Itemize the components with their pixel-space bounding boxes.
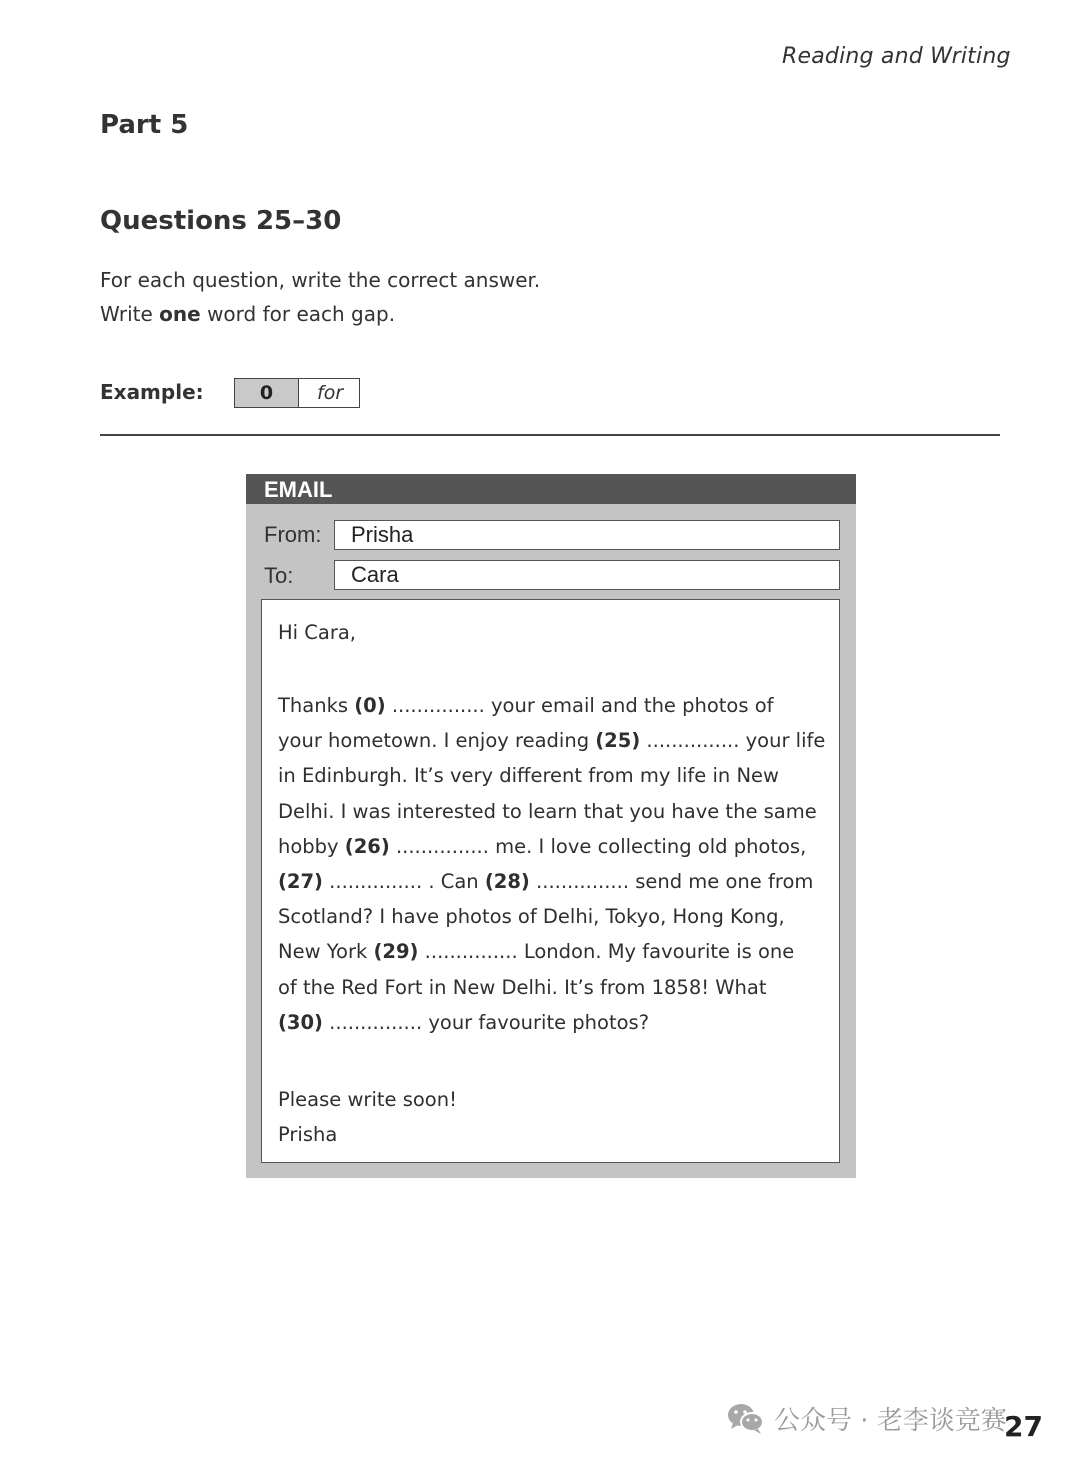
email-text: ............... your favourite photos? — [322, 1010, 650, 1034]
instruction-line-1: For each question, write the correct answer. — [100, 268, 541, 292]
divider — [100, 434, 1000, 436]
email-text: ............... your life — [640, 729, 826, 753]
email-closing: Please write soon! — [278, 1088, 457, 1112]
email-text: ............... London. My favourite is one — [418, 940, 795, 964]
email-text: of the Red Fort in New Delhi. It’s from 1858! What — [278, 975, 767, 999]
email-text: Thanks — [278, 694, 355, 717]
question-number: (30) — [278, 1010, 323, 1034]
email-line — [278, 794, 825, 829]
email-text: Delhi. I was interested to learn that you have the same — [278, 799, 817, 823]
question-number: (29) — [373, 940, 419, 964]
email-paragraph — [278, 688, 825, 1040]
email-body — [261, 599, 840, 1163]
from-label: From: — [264, 522, 322, 547]
question-number: (25) — [595, 729, 641, 753]
watermark-text: 公众号 · 老李谈竞赛 — [774, 1406, 1007, 1436]
email-panel — [246, 474, 856, 1178]
email-line — [278, 723, 825, 758]
questions-title: Questions 25–30 — [100, 206, 342, 236]
email-text: ............... send me one from — [529, 870, 814, 894]
page-number: 27 — [1004, 1410, 1043, 1443]
example-number: 0 — [235, 379, 299, 407]
instruction-emphasis: one — [159, 302, 201, 326]
email-header: EMAIL — [246, 474, 856, 504]
to-field: Cara — [334, 560, 840, 590]
section-title: Reading and Writing — [782, 44, 1011, 69]
from-field: Prisha — [334, 520, 840, 550]
email-text: ............... me. I love collecting old photos, — [389, 834, 807, 858]
email-line — [278, 829, 825, 864]
email-text: your hometown. I enjoy reading — [278, 729, 596, 753]
email-line — [278, 899, 825, 934]
instruction-line-2 — [100, 302, 395, 326]
email-line — [278, 934, 825, 969]
instruction-text: Write — [100, 302, 160, 326]
email-text: New York — [278, 940, 374, 964]
email-line — [278, 758, 825, 793]
watermark — [726, 1400, 1007, 1437]
email-greeting: Hi Cara, — [278, 621, 357, 644]
instruction-text: word for each gap. — [200, 302, 396, 326]
email-closing-block — [278, 1082, 825, 1152]
email-signature: Prisha — [278, 1123, 338, 1147]
question-number: (27) — [278, 870, 323, 894]
example-answer-box — [234, 378, 360, 408]
email-line — [278, 970, 825, 1005]
wechat-icon — [726, 1401, 766, 1437]
example-answer: for — [317, 382, 344, 404]
email-text: ............... your email and the photos of — [385, 694, 774, 717]
example-label: Example: — [100, 380, 204, 404]
to-label: To: — [264, 563, 294, 588]
question-number: (26) — [344, 834, 390, 858]
email-line — [278, 864, 825, 899]
email-line — [278, 1005, 825, 1040]
question-number: (28) — [484, 870, 530, 894]
question-number: (0) — [354, 694, 386, 717]
email-text: ............... . Can — [322, 870, 485, 894]
email-text: hobby — [278, 834, 345, 858]
email-text: Scotland? I have photos of Delhi, Tokyo, Hong Kong, — [278, 905, 785, 929]
email-text: in Edinburgh. It’s very different from my life in New — [278, 764, 779, 788]
part-title: Part 5 — [100, 110, 189, 140]
email-line — [278, 688, 825, 723]
